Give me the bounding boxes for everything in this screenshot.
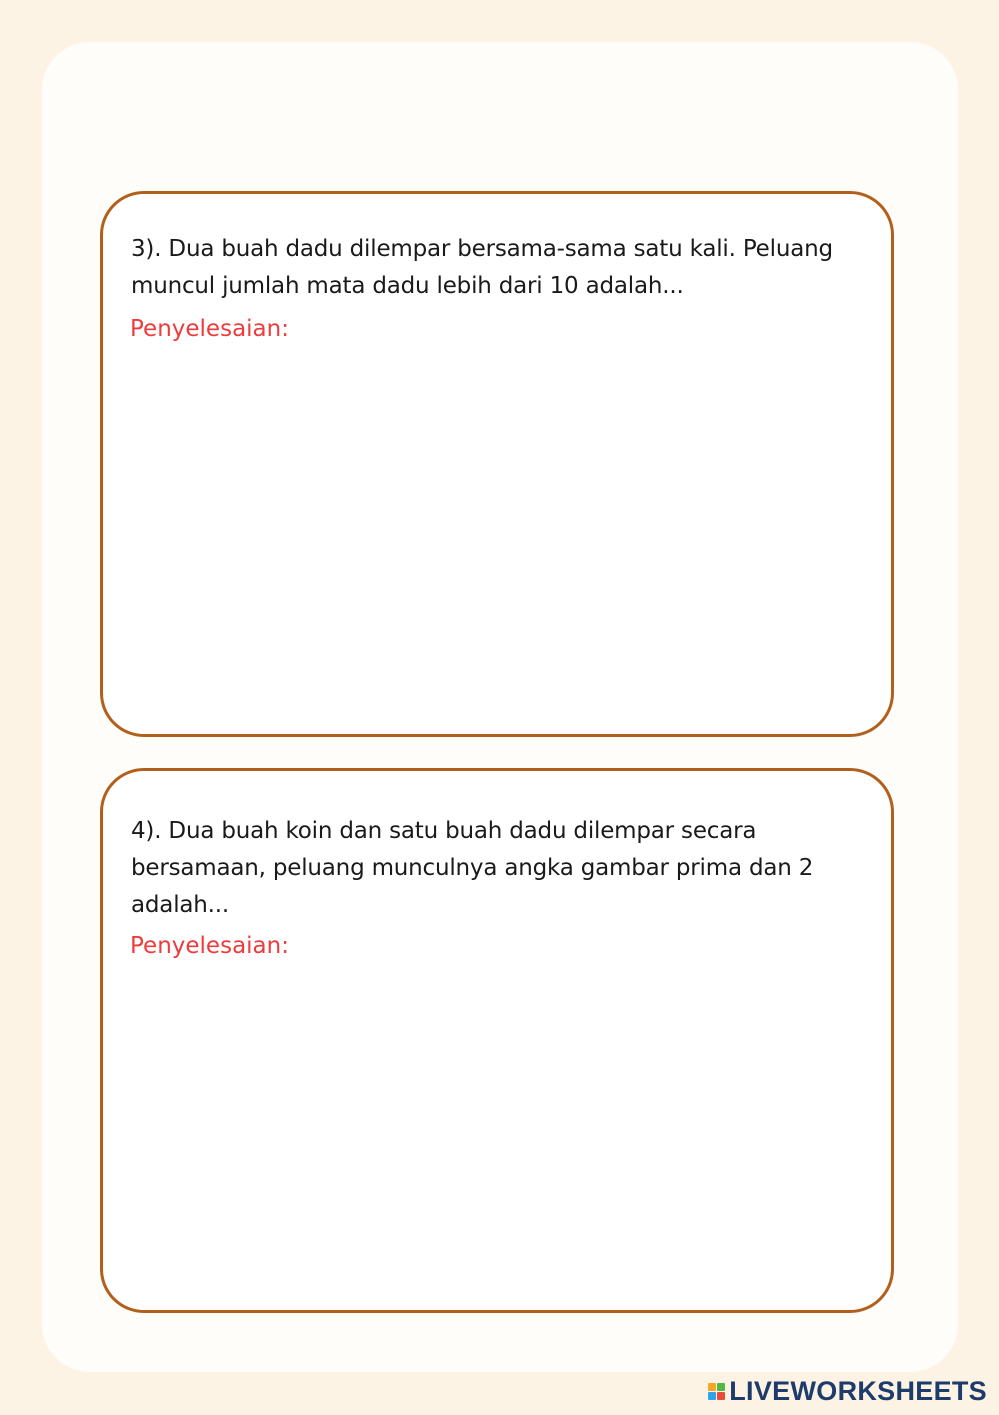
question-3-box <box>100 191 894 737</box>
liveworksheets-logo-icon <box>708 1383 725 1400</box>
brand-name: LIVEWORKSHEETS <box>729 1376 987 1406</box>
logo-square-3 <box>708 1392 716 1400</box>
question-4-text: 4). Dua buah koin dan satu buah dadu dilempar secara bersamaan, peluang munculnya angka gambar prima dan 2 adalah... <box>131 818 814 918</box>
logo-square-4 <box>717 1392 725 1400</box>
logo-square-1 <box>708 1383 716 1391</box>
logo-square-2 <box>717 1383 725 1391</box>
question-4-box <box>100 768 894 1313</box>
question-3-answer-label: Penyelesaian: <box>130 316 289 342</box>
question-3-text: 3). Dua buah dadu dilempar bersama-sama satu kali. Peluang muncul jumlah mata dadu lebih dari 10 adalah... <box>131 236 833 299</box>
liveworksheets-brand <box>708 1376 987 1407</box>
question-4-answer-label: Penyelesaian: <box>130 933 289 959</box>
